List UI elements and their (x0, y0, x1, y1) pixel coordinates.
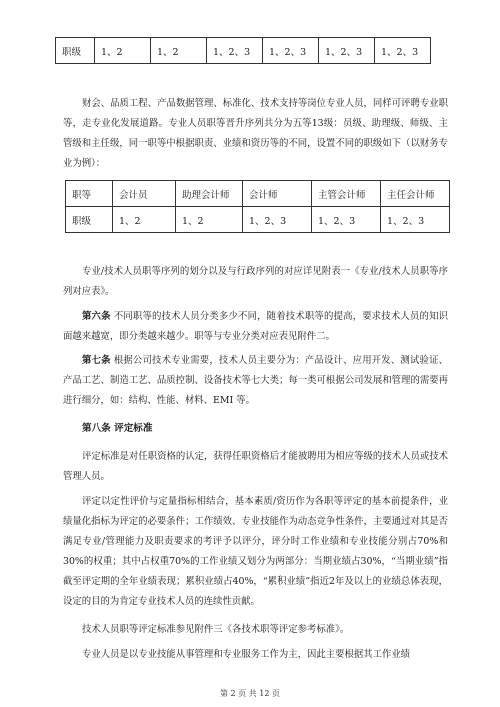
table-cell: 1、2、3 (243, 207, 312, 233)
table-header-cell: 职等 (66, 181, 113, 207)
table-cell: 1、2 (151, 38, 207, 64)
paragraph-appendix-three: 技术人员职等评定标准参见附件三《各技术职等评定参考标准》。 (82, 624, 350, 635)
paragraph-evaluation-method: 评定以定性评价与定量指标相结合，基本素质/资历作为各职等评定的基本前提条件，业绩量化指标为评定的必要条件；工作绩效、专业技能作为动态竞争性条件，主要通过对其是否满足专业/管理能力及职责要求的考评予以评分，评分时工作业绩和专业技能分别占70%和30%的权重；其中占权重70%的工作业绩又划分为两部分：当期业绩占30%，“当期业绩”指截至评定期的全年业绩表现；累积业绩占40%，“累积业绩”指近2年及以上的业绩总体表现，设定的目的为肯定专业技术人员的连续性贡献。 (63, 496, 448, 607)
paragraph-professional-staff: 专业人员是以专业技能从事管理和专业服务工作为主，因此主要根据其工作业绩 (82, 649, 411, 660)
table-header-cell: 会计师 (243, 181, 312, 207)
article-six (63, 307, 448, 347)
table-cell: 1、2 (176, 207, 243, 233)
table-row (56, 38, 431, 64)
table-cell: 1、2 (113, 207, 176, 233)
table-row (66, 207, 450, 233)
article-seven-text: 根据公司技术专业需要，技术人员主要分为：产品设计、应用开发、测试验证、产品工艺、制造工艺、品质控制、设备技术等七大类；每一类可根据公司发展和管理的需要再进行细分，如：结构、性能、材料、EMI 等。 (63, 355, 448, 406)
table-cell: 1、2 (95, 38, 151, 64)
article-six-label: 第六条 (82, 311, 111, 322)
table-header-cell: 主任会计师 (381, 181, 450, 207)
paragraph-evaluation-definition: 评定标准是对任职资格的认定，获得任职资格后才能被聘用为相应等级的技术人员或技术管理人员。 (63, 451, 448, 482)
table-cell: 1、2、3 (319, 38, 375, 64)
article-seven-label: 第七条 (82, 355, 111, 366)
paragraph-intro: 财会、品质工程、产品数据管理、标准化、技术支持等岗位专业人员，同样可评聘专业职等，走专业化发展道路。专业人员职等晋升序列共分为五等13级：员级、助理级、师级、主管级和主任级，同一职等中根据职责、业绩和资历等的不同，设置不同的职级如下（以财务专业为例）： (63, 98, 448, 169)
table-cell: 职级 (66, 207, 113, 233)
table-cell: 1、2、3 (375, 38, 431, 64)
table-cell: 1、2、3 (312, 207, 381, 233)
table-cell: 职级 (56, 38, 95, 64)
grade-table-continued (55, 37, 431, 64)
table-cell: 1、2、3 (263, 38, 319, 64)
table-header-cell: 主管会计师 (312, 181, 381, 207)
article-eight-heading: 第八条 评定标准 (82, 423, 153, 434)
finance-grade-table (65, 180, 450, 233)
table-cell: 1、2、3 (381, 207, 450, 233)
table-header-cell: 会计员 (113, 181, 176, 207)
article-seven (63, 351, 448, 411)
table-header-cell: 助理会计师 (176, 181, 243, 207)
page-number-footer: 第 2 页 共 12 页 (220, 689, 280, 698)
table-header-row (66, 181, 450, 207)
article-six-text: 不同职等的技术人员分类多少不同，随着技术职等的提高，要求技术人员的知识面越来越宽，即分类越来越少。职等与专业分类对应表见附件二。 (63, 311, 448, 342)
paragraph-appendix-one: 专业/技术人员职等序列的划分以及与行政序列的对应详见附表一《专业/技术人员职等序列对应表》。 (63, 266, 448, 297)
table-cell: 1、2、3 (207, 38, 263, 64)
